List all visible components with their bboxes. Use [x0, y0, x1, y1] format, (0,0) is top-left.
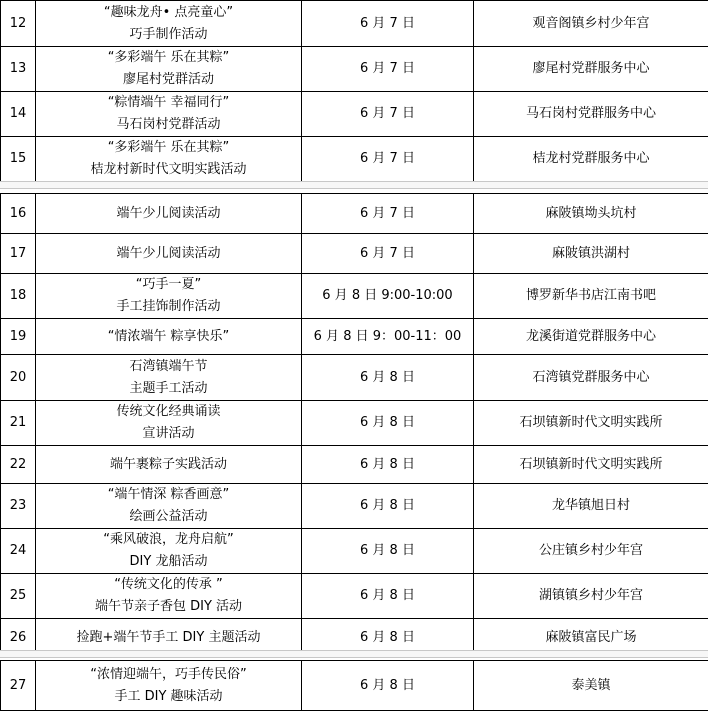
- activity-name-line: “趣味龙舟• 点亮童心”: [36, 2, 301, 24]
- activity-name-line: “端午情深 粽香画意”: [36, 484, 301, 506]
- activity-table-section-3: [0, 660, 708, 711]
- page-break: [0, 650, 708, 658]
- activity-table-section-2: [0, 193, 708, 657]
- activity-name: [36, 446, 302, 484]
- activity-name: [36, 234, 302, 274]
- table-row: [1, 574, 708, 619]
- table-row: [1, 137, 708, 182]
- activity-place: 石坝镇新时代文明实践所: [474, 401, 708, 446]
- row-number: 16: [1, 194, 36, 234]
- activity-time: 6 月 8 日 9：00-11：00: [302, 319, 474, 355]
- row-number: 12: [1, 1, 36, 47]
- activity-name-line: 马石岗村党群活动: [36, 114, 301, 136]
- activity-time: 6 月 7 日: [302, 47, 474, 92]
- row-number: 20: [1, 355, 36, 401]
- activity-name: [36, 484, 302, 529]
- activity-place: 麻陂镇坳头坑村: [474, 194, 708, 234]
- activity-name-line: 廖尾村党群活动: [36, 69, 301, 91]
- table-row: [1, 529, 708, 574]
- activity-name-line: “多彩端午 乐在其粽”: [36, 137, 301, 159]
- activity-name-line: 绘画公益活动: [36, 506, 301, 528]
- activity-place: 观音阁镇乡村少年宫: [474, 1, 708, 47]
- row-number: 14: [1, 92, 36, 137]
- activity-place: 石湾镇党群服务中心: [474, 355, 708, 401]
- activity-time: 6 月 7 日: [302, 194, 474, 234]
- activity-name-line: 手工 DIY 趣味活动: [36, 686, 301, 708]
- row-number: 17: [1, 234, 36, 274]
- activity-name-line: “巧手一夏”: [36, 274, 301, 296]
- activity-name-line: 捡跑+端午节手工 DIY 主题活动: [36, 627, 301, 649]
- table-row: [1, 1, 708, 47]
- table-row: [1, 234, 708, 274]
- activity-name-line: 端午少儿阅读活动: [36, 203, 301, 225]
- table-row: [1, 484, 708, 529]
- activity-name: [36, 574, 302, 619]
- row-number: 19: [1, 319, 36, 355]
- activity-place: 公庄镇乡村少年宫: [474, 529, 708, 574]
- activity-time: 6 月 7 日: [302, 92, 474, 137]
- activity-name-line: 手工挂饰制作活动: [36, 296, 301, 318]
- activity-place: 博罗新华书店江南书吧: [474, 274, 708, 319]
- activity-name: [36, 661, 302, 711]
- activity-time: 6 月 7 日: [302, 1, 474, 47]
- activity-time: 6 月 8 日: [302, 446, 474, 484]
- table-row: [1, 355, 708, 401]
- activity-place: 石坝镇新时代文明实践所: [474, 446, 708, 484]
- activity-name-line: “多彩端午 乐在其粽”: [36, 47, 301, 69]
- row-number: 24: [1, 529, 36, 574]
- activity-name: [36, 529, 302, 574]
- activity-time: 6 月 7 日: [302, 137, 474, 182]
- activity-place: 马石岗村党群服务中心: [474, 92, 708, 137]
- row-number: 13: [1, 47, 36, 92]
- activity-place: 麻陂镇富民广场: [474, 619, 708, 657]
- row-number: 21: [1, 401, 36, 446]
- activity-time: 6 月 8 日 9:00-10:00: [302, 274, 474, 319]
- activity-place: 麻陂镇洪湖村: [474, 234, 708, 274]
- row-number: 27: [1, 661, 36, 711]
- activity-time: 6 月 8 日: [302, 619, 474, 657]
- activity-place: 廖尾村党群服务中心: [474, 47, 708, 92]
- activity-place: 龙溪街道党群服务中心: [474, 319, 708, 355]
- activity-name-line: 桔龙村新时代文明实践活动: [36, 159, 301, 181]
- activity-name: [36, 401, 302, 446]
- activity-place: 龙华镇旭日村: [474, 484, 708, 529]
- page-break: [0, 181, 708, 189]
- table-row: [1, 446, 708, 484]
- activity-place: 湖镇镇乡村少年宫: [474, 574, 708, 619]
- table-row: [1, 401, 708, 446]
- activity-time: 6 月 8 日: [302, 401, 474, 446]
- activity-name-line: DIY 龙船活动: [36, 551, 301, 573]
- activity-name-line: “粽情端午 幸福同行”: [36, 92, 301, 114]
- activity-name: [36, 1, 302, 47]
- activity-time: 6 月 8 日: [302, 484, 474, 529]
- table-row: [1, 661, 708, 711]
- activity-name-line: 端午少儿阅读活动: [36, 243, 301, 265]
- activity-name: [36, 92, 302, 137]
- activity-name-line: 传统文化经典诵读: [36, 401, 301, 423]
- activity-name: [36, 137, 302, 182]
- table-row: [1, 92, 708, 137]
- row-number: 23: [1, 484, 36, 529]
- activity-name-line: “浓情迎端午，巧手传民俗”: [36, 664, 301, 686]
- activity-time: 6 月 7 日: [302, 234, 474, 274]
- table-row: [1, 194, 708, 234]
- row-number: 22: [1, 446, 36, 484]
- activity-name: [36, 355, 302, 401]
- row-number: 18: [1, 274, 36, 319]
- activity-name-line: 主题手工活动: [36, 378, 301, 400]
- activity-name: [36, 194, 302, 234]
- activity-name-line: “传统文化的传承 ”: [36, 574, 301, 596]
- activity-time: 6 月 8 日: [302, 529, 474, 574]
- row-number: 15: [1, 137, 36, 182]
- activity-time: 6 月 8 日: [302, 355, 474, 401]
- activity-name-line: 端午节亲子香包 DIY 活动: [36, 596, 301, 618]
- activity-time: 6 月 8 日: [302, 574, 474, 619]
- activity-name-line: 巧手制作活动: [36, 24, 301, 46]
- table-row: [1, 47, 708, 92]
- activity-place: 泰美镇: [474, 661, 708, 711]
- activity-name: [36, 47, 302, 92]
- activity-name: [36, 319, 302, 355]
- activity-name: [36, 274, 302, 319]
- row-number: 26: [1, 619, 36, 657]
- activity-place: 桔龙村党群服务中心: [474, 137, 708, 182]
- activity-name-line: 石湾镇端午节: [36, 356, 301, 378]
- table-row: [1, 274, 708, 319]
- activity-table-section-1: [0, 0, 708, 182]
- activity-name-line: 端午裹粽子实践活动: [36, 454, 301, 476]
- activity-name-line: “情浓端午 粽享快乐”: [36, 326, 301, 348]
- activity-time: 6 月 8 日: [302, 661, 474, 711]
- activity-name-line: “乘风破浪，龙舟启航”: [36, 529, 301, 551]
- table-row: [1, 319, 708, 355]
- row-number: 25: [1, 574, 36, 619]
- activity-name-line: 宣讲活动: [36, 423, 301, 445]
